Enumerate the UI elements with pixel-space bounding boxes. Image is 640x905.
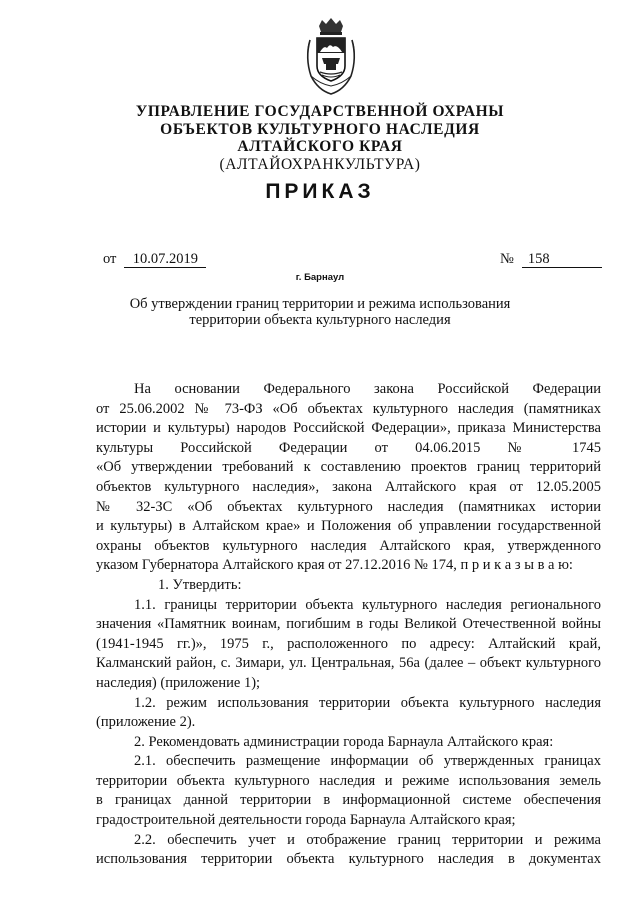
city-label: г. Барнаул <box>295 272 345 283</box>
body-line: (1941-1945 гг.)», 1975 г., расположенного по адресу: Алтайский край, <box>96 635 601 652</box>
body-line: использования территории объекта культурного наследия в документах <box>96 851 601 868</box>
body-line: 2.2. обеспечить учет и отображение границ территории и режима <box>134 831 601 848</box>
body-line: градостроительной деятельности города Барнаула Алтайского края; <box>96 812 516 829</box>
number-prefix: № <box>500 251 514 267</box>
body-line: в границах данной территории в информационной системе обеспечения <box>96 792 601 809</box>
body-line: 1.2. режим использования территории объекта культурного наследия <box>134 694 601 711</box>
body-line: и культуры) в Алтайском крае» и Положения об управлении государственной <box>96 518 601 535</box>
body-line: наследия) (приложение 1); <box>96 674 261 691</box>
body-line: объектов культурного наследия», закона Алтайского края от 12.05.2005 <box>96 478 601 495</box>
date-prefix: от <box>103 251 117 267</box>
document-date <box>103 251 206 268</box>
organization-line: УПРАВЛЕНИЕ ГОСУДАРСТВЕННОЙ ОХРАНЫ <box>135 103 505 120</box>
altai-coat-of-arms-icon <box>302 18 360 96</box>
body-line: культуры Российской Федерации от 04.06.2015 № 1745 <box>96 439 601 456</box>
organization-line: ОБЪЕКТОВ КУЛЬТУРНОГО НАСЛЕДИЯ <box>160 120 480 138</box>
body-line: № 32-ЗС «Об объектах культурного наследия (памятниках истории <box>96 498 601 515</box>
body-line: На основании Федерального закона Российской Федерации <box>134 381 601 397</box>
organization-abbreviation: (АЛТАЙОХРАНКУЛЬТУРА) <box>219 155 421 173</box>
document-number <box>500 251 602 268</box>
body-line: (приложение 2). <box>96 714 196 731</box>
document-title <box>0 296 640 328</box>
body-line: указом Губернатора Алтайского края от 27.12.2016 № 174, п р и к а з ы в а ю: <box>96 557 573 574</box>
body-line: Калманский район, с. Зимари, ул. Центральная, 56а (далее – объект культурного <box>96 655 601 672</box>
body-line: территории объекта культурного наследия и режиме использования земель <box>96 772 601 789</box>
date-value: 10.07.2019 <box>124 252 206 268</box>
organization-header <box>0 103 640 174</box>
number-value: 158 <box>522 252 602 268</box>
body-line: 2.1. обеспечить размещение информации об утвержденных границах <box>134 753 601 770</box>
organization-line: АЛТАЙСКОГО КРАЯ <box>237 138 403 155</box>
title-line: Об утверждении границ территории и режима использования <box>129 296 511 312</box>
body-line: «Об утверждении требований к составлению проектов границ территорий <box>96 459 601 476</box>
body-line: от 25.06.2002 № 73-ФЗ «Об объектах культурного наследия (памятниках <box>96 400 601 417</box>
coat-of-arms-emblem <box>302 18 360 96</box>
document-type: ПРИКАЗ <box>265 180 375 203</box>
document-body <box>96 380 601 870</box>
body-line: значения «Памятник воинам, погибшим в годы Великой Отечественной войны <box>96 616 601 633</box>
body-line: истории и культуры) народов Российской Федерации», приказа Министерства <box>96 420 601 437</box>
body-line: охраны объектов культурного наследия Алтайского края, утвержденного <box>96 537 601 554</box>
body-line: 1. Утвердить: <box>158 576 242 593</box>
body-line: 1.1. границы территории объекта культурного наследия регионального <box>134 596 601 613</box>
body-line: 2. Рекомендовать администрации города Барнаула Алтайского края: <box>134 733 554 750</box>
title-line: территории объекта культурного наследия <box>189 312 451 328</box>
